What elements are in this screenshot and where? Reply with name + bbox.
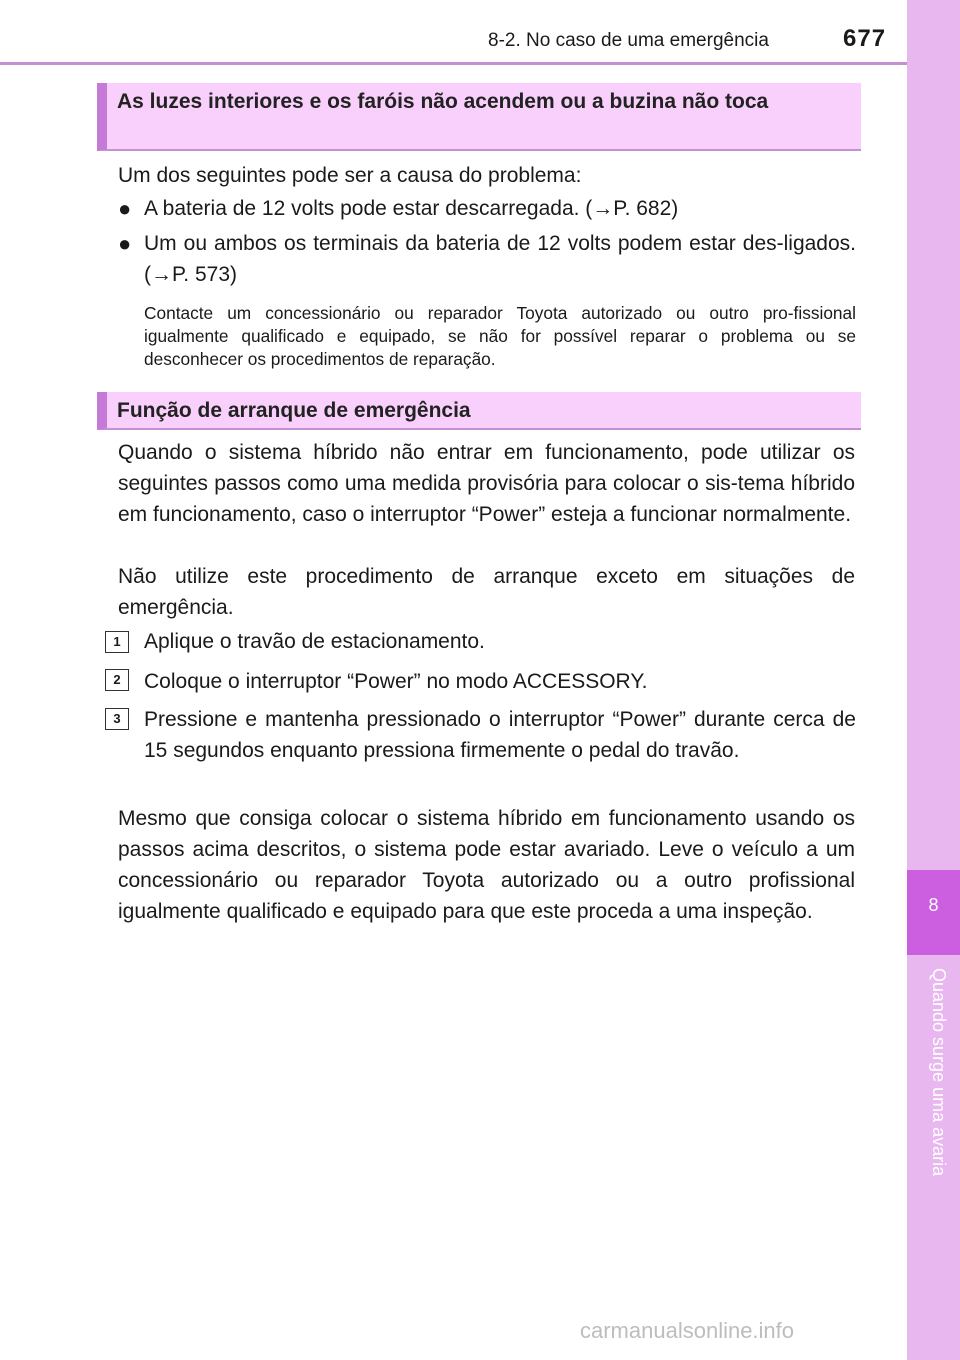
step-number-badge: 2 xyxy=(105,669,129,691)
bullet-icon: ● xyxy=(118,196,132,221)
service-note: Contacte um concessionário ou reparador Toyota autorizado ou outro pro-fissional igualmente qualificado e equipado, se não for possível reparar o problema ou se desconhecer os procedimentos de reparação. xyxy=(144,303,856,369)
step-number-badge: 3 xyxy=(105,708,129,730)
step-text: Aplique o travão de estacionamento. xyxy=(144,630,485,653)
step-text: Coloque o interruptor “Power” no modo ACCESSORY. xyxy=(144,670,648,693)
section-heading-emergency-start: Função de arranque de emergência xyxy=(97,392,861,430)
chapter-number: 8 xyxy=(928,895,939,915)
intro-text: Um dos seguintes pode ser a causa do problema: xyxy=(118,164,582,187)
chapter-title: Quando surge uma avaria xyxy=(929,968,949,1177)
bullet-item: Um ou ambos os terminais da bateria de 12 volts podem estar des-ligados. (→P. 573) xyxy=(144,232,856,286)
watermark: carmanualsonline.info xyxy=(580,1318,795,1343)
bullet-icon: ● xyxy=(118,231,132,256)
paragraph-warning: Não utilize este procedimento de arranque exceto em situações de emergência. xyxy=(118,565,855,619)
page-number: 677 xyxy=(843,25,887,52)
step-text: Pressione e mantenha pressionado o interruptor “Power” durante cerca de 15 segundos enquanto pressiona firmemente o pedal do travão. xyxy=(144,708,856,762)
paragraph-intro: Quando o sistema híbrido não entrar em funcionamento, pode utilizar os seguintes passos como uma medida provisória para colocar o sis-tema híbrido em funcionamento, caso o interruptor “Power” esteja a funcionar normalmente. xyxy=(118,441,855,526)
section-heading-lights: As luzes interiores e os faróis não acendem ou a buzina não toca xyxy=(97,83,861,151)
section-title: 8-2. No caso de uma emergência xyxy=(488,30,769,51)
step-number-badge: 1 xyxy=(105,631,129,653)
header-divider xyxy=(0,62,907,65)
bullet-item: A bateria de 12 volts pode estar descarregada. (→P. 682) xyxy=(144,197,679,220)
paragraph-closing: Mesmo que consiga colocar o sistema híbrido em funcionamento usando os passos acima descritos, o sistema pode estar avariado. Leve o veículo a um concessionário ou reparador Toyota autorizado ou a outro profissional igualmente qualificado e equipado para que este proceda a uma inspeção. xyxy=(118,807,855,923)
